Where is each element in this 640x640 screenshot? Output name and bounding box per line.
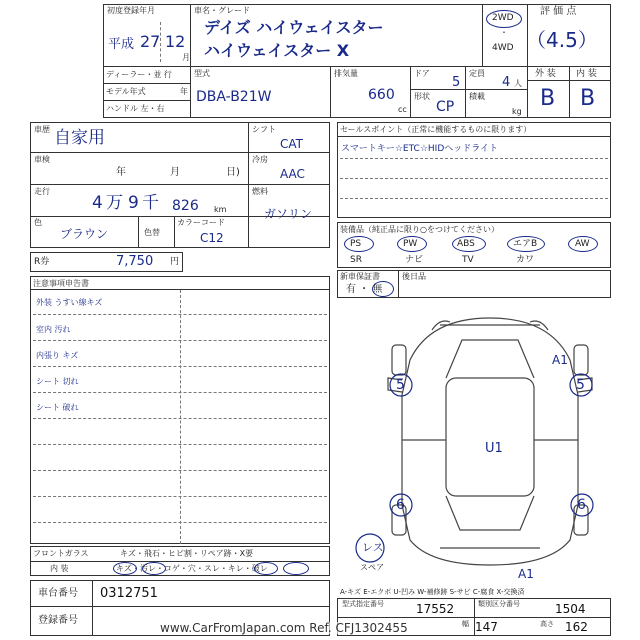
interior-grade: B: [580, 86, 596, 111]
notes-label: 注意事項申告書: [33, 279, 89, 288]
doors: 5: [452, 75, 461, 90]
mark-a1-bottom: A1: [518, 567, 534, 581]
capacity-unit: 人: [514, 79, 522, 88]
color: ブラウン: [60, 227, 109, 241]
usage: 自家用: [54, 128, 105, 148]
class-no: 1504: [555, 602, 586, 616]
interior-cut-circle: [254, 562, 278, 575]
capacity-label: 定員: [469, 69, 485, 78]
color-label: 色: [34, 218, 42, 227]
yen: 円: [170, 257, 180, 267]
type-value: DBA-B21W: [196, 89, 272, 105]
name-grade-label: 車名・グレード: [194, 6, 250, 15]
equip-aw: AW: [575, 239, 590, 249]
sales-text: スマートキー☆ETC☆HIDヘッドライト: [341, 144, 498, 154]
reg-year: 27: [140, 32, 161, 51]
interior-scratch-circle: [113, 562, 137, 575]
type-cert-label: 型式指定番号: [342, 600, 384, 608]
interior-label: 内 装: [576, 69, 597, 79]
manual-label: 後日品: [402, 272, 426, 281]
mileage-sen: 9: [128, 193, 139, 213]
color-code: C12: [200, 231, 224, 245]
model-year-unit: 年: [180, 87, 188, 96]
drive-dot: ・: [500, 28, 508, 37]
kg: kg: [512, 107, 522, 116]
type-label: 型式: [194, 69, 210, 78]
km: km: [214, 205, 227, 214]
shift-label: シフト: [252, 125, 276, 134]
equip-sr: SR: [350, 255, 362, 265]
drive-4wd: 4WD: [492, 43, 514, 53]
reg-label: 登録番号: [38, 615, 78, 626]
first-reg-label: 初度登録年月: [107, 6, 155, 15]
height-label: 高さ: [540, 620, 554, 628]
interior-cond-label: 内 装: [50, 564, 69, 573]
ac: AAC: [280, 167, 305, 181]
exterior-grade: B: [540, 86, 556, 111]
chassis-label: 車台番号: [38, 588, 78, 599]
equip-navi: ナビ: [405, 255, 424, 265]
fuel: ガソリン: [264, 207, 313, 221]
recycle-label: R券: [34, 257, 50, 267]
month-unit: 月: [182, 53, 190, 62]
equip-abs: ABS: [457, 239, 475, 249]
note-line-4: シート 切れ: [36, 377, 79, 386]
sen-unit: 千: [142, 193, 159, 213]
recycle: 7,750: [116, 254, 154, 269]
front-glass-label: フロントガラス: [33, 549, 89, 558]
interior-dirt-circle: [142, 562, 166, 575]
class-label: 類別区分番号: [478, 600, 520, 608]
shift: CAT: [280, 137, 303, 151]
front-glass: キズ・飛石・ヒビ割・リペア跡・X要: [120, 549, 254, 558]
spare-value: レス: [362, 541, 384, 554]
mark-front-right: 5: [576, 377, 585, 393]
chassis-no: 0312751: [100, 586, 158, 601]
spare-label: スペア: [360, 563, 384, 572]
inspection-label: 車検: [34, 155, 50, 164]
cc: cc: [398, 105, 407, 114]
man-unit: 万: [106, 193, 123, 213]
equip-tv: TV: [462, 255, 474, 265]
mark-rear-left: 6: [396, 497, 405, 513]
handle-label: ハンドル 左・右: [106, 104, 165, 113]
color-change-label: 色替: [144, 228, 160, 237]
equip-leather: カワ: [516, 255, 535, 265]
mileage-man: 4: [92, 193, 103, 213]
shape: CP: [436, 99, 455, 115]
type-cert: 17552: [416, 602, 455, 616]
insp-day-unit: 日): [226, 167, 240, 178]
mark-rear-right: 6: [577, 497, 586, 513]
score: （4.5）: [526, 28, 598, 52]
car-name: デイズ ハイウェイスター: [204, 18, 384, 37]
dealer-label: ディーラー・並 行: [106, 70, 172, 79]
load-label: 積載: [469, 92, 485, 101]
note-line-3: 内張り キズ: [36, 351, 79, 360]
note-line-5: シート 破れ: [36, 403, 79, 412]
mileage-exact: 826: [172, 198, 199, 214]
equip-pw: PW: [403, 239, 418, 249]
sales-label: セールスポイント（正常に機能するものに限ります）: [340, 125, 532, 134]
reg-month: 12: [165, 32, 186, 51]
ac-label: 冷房: [252, 155, 268, 164]
legend: A-キズ E-エクボ U-凹み W-補修跡 S-サビ C-腐食 X-交換済: [340, 588, 525, 596]
insp-year-unit: 年: [116, 167, 126, 178]
era: 平成: [108, 37, 135, 52]
height: 162: [565, 620, 588, 634]
width: 147: [475, 620, 498, 634]
shape-label: 形状: [414, 92, 430, 101]
usage-label: 車歴: [34, 125, 50, 134]
mark-a1-top: A1: [552, 353, 568, 367]
model-year-label: モデル年式: [106, 87, 146, 96]
car-grade: ハイウェイスター X: [204, 41, 350, 60]
interior-tear-circle: [283, 562, 309, 575]
displacement: 660: [368, 87, 395, 103]
watermark: www.CarFromJapan.com Ref. CFJ1302455: [160, 621, 408, 635]
warranty-value: 有 ・ 無: [346, 284, 383, 295]
equipment-label: 装備品（純正品に限り○をつけてください）: [340, 225, 499, 234]
note-line-1: 外装 うすい線キズ: [36, 298, 103, 307]
exterior-label: 外 装: [535, 69, 556, 79]
interior-cond: キズ・汚レ・コゲ・穴・スレ・キレ・破レ: [116, 564, 268, 573]
width-label: 幅: [462, 620, 469, 628]
equip-ps: PS: [350, 239, 362, 249]
door-label: ドア: [414, 69, 430, 78]
fuel-label: 燃料: [252, 187, 268, 196]
mark-u1: U1: [485, 441, 503, 456]
capacity: 4: [502, 75, 511, 90]
score-label: 評 価 点: [540, 6, 577, 17]
mileage-label: 走行: [34, 187, 50, 196]
drive-2wd: 2WD: [492, 13, 514, 23]
equip-airbag: エアB: [513, 239, 538, 249]
displacement-label: 排気量: [334, 69, 358, 78]
mark-front-left: 5: [396, 377, 405, 393]
color-code-label: カラーコード: [177, 218, 225, 227]
warranty-label: 新車保証書: [340, 272, 380, 281]
note-line-2: 室内 汚れ: [36, 325, 71, 334]
insp-month-unit: 月: [170, 167, 180, 178]
